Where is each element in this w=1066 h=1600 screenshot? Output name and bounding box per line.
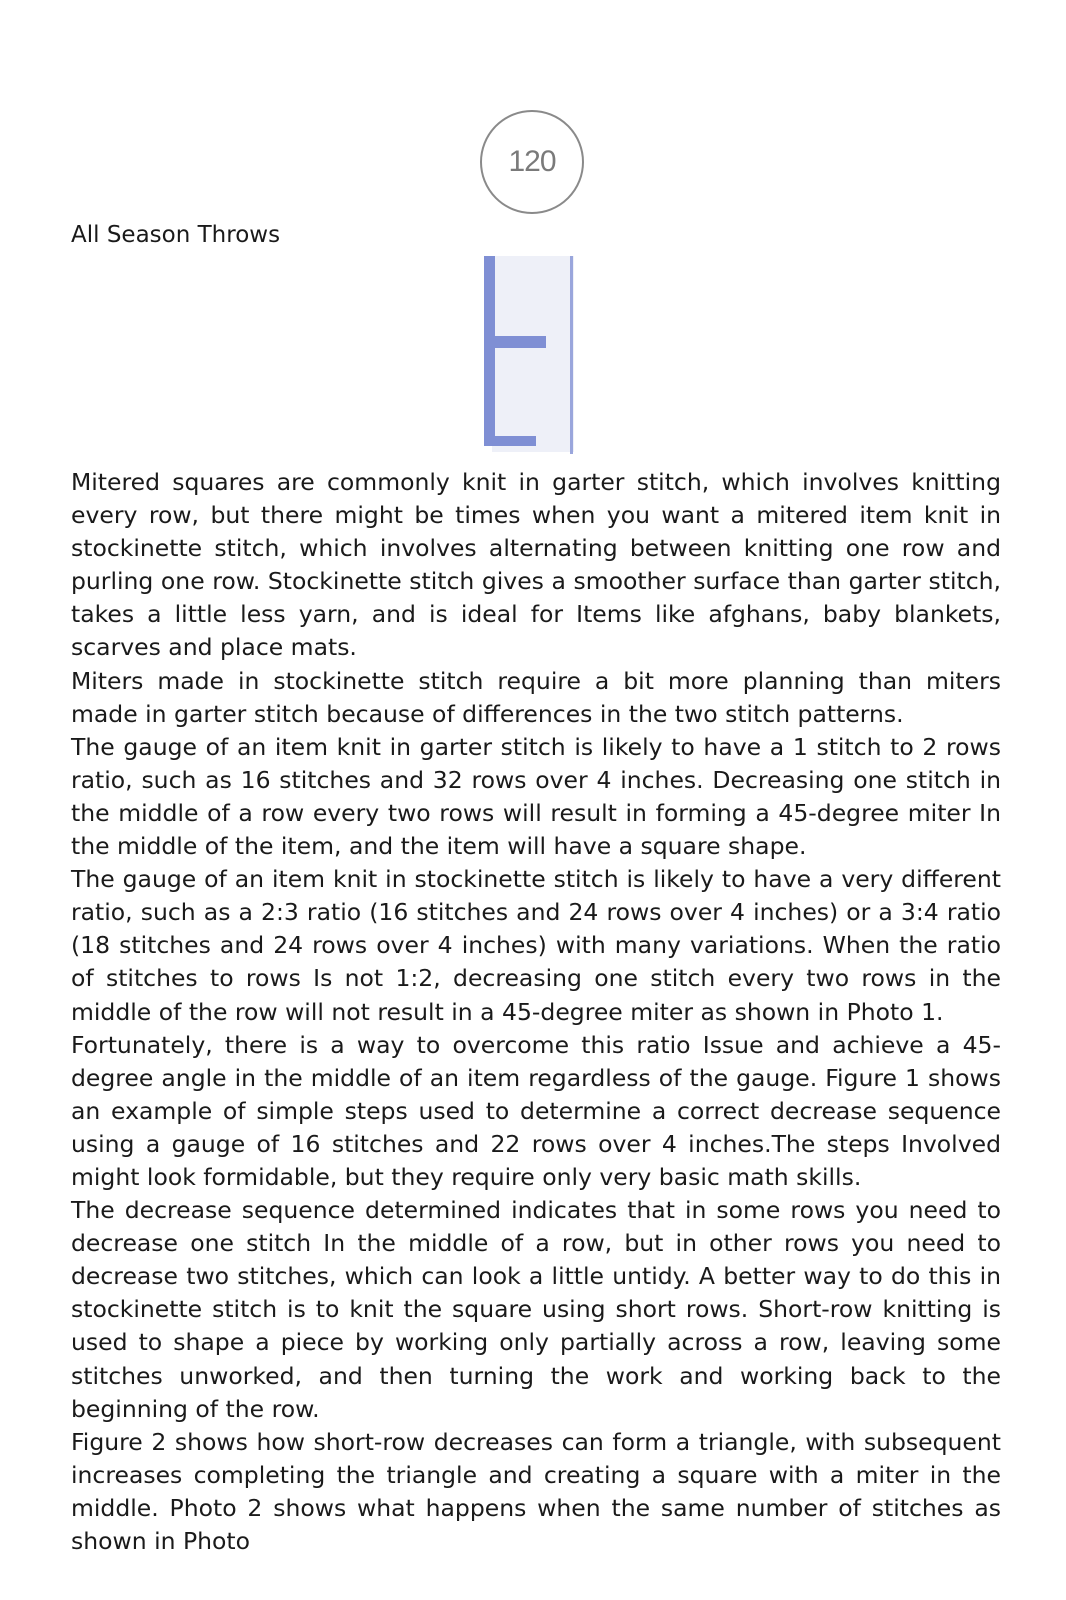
- paragraph: Miters made in stockinette stitch require a bit more planning than miters made in garter stitch because of differences in the two stitch patterns.: [71, 666, 1001, 728]
- paragraph: Mitered squares are commonly knit in garter stitch, which involves knitting every row, but there might be times when you want a mitered item knit in stockinette stitch, which involves alternating between knitting one row and purling one row. Stockinette stitch gives a smoother surface than garter stitch, takes a little less yarn, and is ideal for Items like afghans, baby blankets, scarves and place mats.: [71, 468, 1001, 662]
- article-body: [71, 466, 1001, 1558]
- paragraph: Fortunately, there is a way to overcome this ratio Issue and achieve a 45-degree angle in the middle of an item regardless of the gauge. Figure 1 shows an example of simple steps used to determine a correct decrease sequence using a gauge of 16 stitches and 22 rows over 4 inches.The steps Involved might look formidable, but they require only very basic math skills.: [71, 1030, 1001, 1191]
- paragraph: The gauge of an item knit in garter stitch is likely to have a 1 stitch to 2 rows ratio, such as 16 stitches and 32 rows over 4 inches. Decreasing one stitch in the middle of a row every two rows will result in forming a 45-degree miter In the middle of the item, and the item will have a square shape.: [71, 732, 1001, 861]
- book-title: All Season Throws: [71, 222, 281, 248]
- page-number-badge: [480, 110, 584, 214]
- paragraph: The decrease sequence determined indicates that in some rows you need to decrease one stitch In the middle of a row, but in other rows you need to decrease two stitches, which can look a little untidy. A better way to do this in stockinette stitch is to knit the square using short rows. Short-row knitting is used to shape a piece by working only partially across a row, leaving some stitches unworked, and then turning the work and working back to the beginning of the row.: [71, 1196, 1001, 1423]
- paragraph: Figure 2 shows how short-row decreases can form a triangle, with subsequent increases completing the triangle and creating a square with a miter in the middle. Photo 2 shows what happens when the same number of stitches as shown in Photo: [71, 1427, 1001, 1555]
- paragraph: The gauge of an item knit in stockinette stitch is likely to have a very different ratio, such as a 2:3 ratio (16 stitches and 24 rows over 4 inches) or a 3:4 ratio (18 stitches and 24 rows over 4 inches) with many variations. When the ratio of stitches to rows Is not 1:2, decreasing one stitch every two rows in the middle of the row will not result in a 45-degree miter as shown in Photo 1.: [71, 865, 1001, 1026]
- chapter-marker-icon: [484, 256, 586, 462]
- page-number: 120: [508, 145, 556, 178]
